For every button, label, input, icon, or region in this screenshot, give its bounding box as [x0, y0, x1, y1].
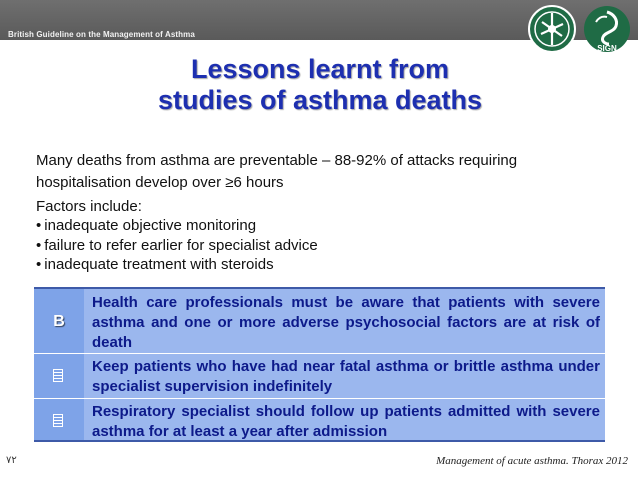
slide-title — [100, 54, 540, 116]
good-practice-point-icon — [53, 369, 63, 382]
recommendation-text: Respiratory specialist should follow up patients admitted with severe asthma for at least a year after admission — [92, 403, 600, 440]
title-line-2: studies of asthma deaths — [157, 85, 483, 115]
intro-line-2: hospitalisation develop over ≥6 hours — [36, 174, 284, 191]
footer-reference: Management of acute asthma. Thorax 2012 — [436, 455, 628, 467]
factors-label: Factors include: — [36, 198, 142, 215]
recommendations-table — [34, 287, 605, 442]
sign-logo-text: SIGN — [597, 44, 617, 53]
factor-text: inadequate treatment with steroids — [44, 256, 274, 273]
factor-item — [36, 255, 318, 275]
bullet-icon: • — [36, 217, 42, 234]
row-divider — [34, 353, 605, 354]
factor-item — [36, 236, 318, 256]
factor-item — [36, 216, 318, 236]
asthma-logo — [527, 4, 577, 54]
recommendation-text: Keep patients who have had near fatal asthma or brittle asthma under specialist supervision indefinitely — [92, 358, 600, 395]
factors-list — [36, 216, 318, 275]
intro-paragraph — [36, 150, 616, 194]
page-number: ٧٢ — [6, 455, 17, 466]
factor-text: failure to refer earlier for specialist advice — [44, 236, 318, 254]
sign-logo — [581, 4, 633, 54]
recommendation-text: Health care professionals must be aware that patients with severe asthma and one or more adverse psychosocial factors are at risk of death — [92, 294, 600, 351]
guideline-header-text: British Guideline on the Management of Asthma — [8, 30, 195, 39]
intro-line-1: Many deaths from asthma are preventable – 88-92% of attacks requiring — [36, 152, 518, 169]
row-divider — [34, 398, 605, 399]
title-line-1: Lessons learnt from — [190, 54, 450, 84]
grade-label: B — [53, 313, 65, 330]
bullet-icon: • — [36, 236, 42, 254]
factor-text: inadequate objective monitoring — [44, 217, 257, 234]
bullet-icon: • — [36, 256, 42, 273]
good-practice-point-icon — [53, 414, 63, 427]
